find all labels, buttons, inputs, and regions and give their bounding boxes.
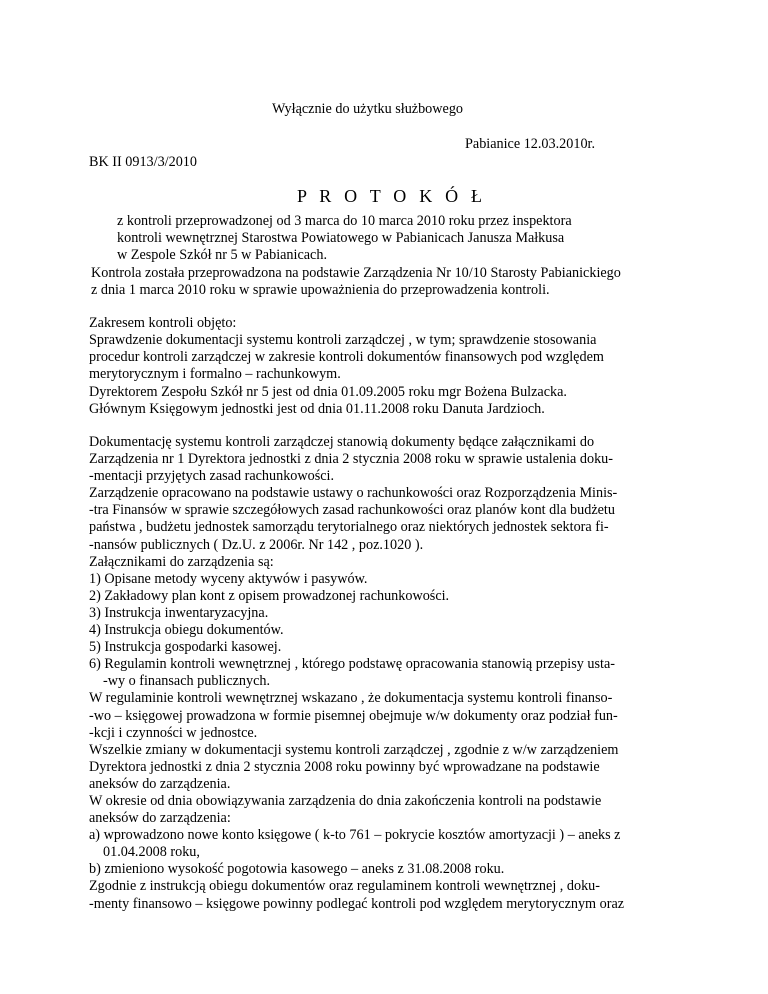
- body-line: państwa , budżetu jednostek samorządu terytorialnego oraz niektórych jednostek sektora fi-: [89, 519, 609, 536]
- list-item: a) wprowadzono nowe konto księgowe ( k-to 761 – pokrycie kosztów amortyzacji ) – aneks z: [89, 827, 621, 844]
- body-line: Wszelkie zmiany w dokumentacji systemu kontroli zarządczej , zgodnie z w/w zarządzeniem: [89, 741, 619, 758]
- body-line: Dokumentację systemu kontroli zarządczej stanowią dokumenty będące załącznikami do: [89, 434, 595, 450]
- scope-line: procedur kontroli zarządczej w zakresie kontroli dokumentów finansowych pod względem: [89, 349, 604, 366]
- list-item: 6) Regulamin kontroli wewnętrznej , którego podstawę opracowania stanowią przepisy usta-: [89, 656, 615, 673]
- body-line: Zarządzenie opracowano na podstawie ustawy o rachunkowości oraz Rozporządzenia Minis-: [89, 485, 618, 502]
- body-line: Zgodnie z instrukcją obiegu dokumentów oraz regulaminem kontroli wewnętrznej , doku-: [89, 878, 600, 895]
- body-line: Zarządzenia nr 1 Dyrektora jednostki z dnia 2 stycznia 2008 roku w sprawie ustalenia doku-: [89, 451, 613, 468]
- scope-line: Sprawdzenie dokumentacji systemu kontroli zarządczej , w tym; sprawdzenie stosowania: [89, 332, 597, 349]
- staff-line: Głównym Księgowym jednostki jest od dnia 01.11.2008 roku Danuta Jardzioch.: [89, 401, 545, 418]
- intro-paragraph: [117, 213, 717, 264]
- internal-use-notice: Wyłącznie do użytku służbowego: [272, 101, 464, 117]
- scope-heading: Zakresem kontroli objęto:: [89, 315, 237, 331]
- list-item: 1) Opisane metody wyceny aktywów i pasywów.: [89, 570, 368, 587]
- scope-line: merytorycznym i formalno – rachunkowym.: [89, 366, 341, 383]
- intro-line: kontroli wewnętrznej Starostwa Powiatowego w Pabianicach Janusza Małkusa: [117, 230, 565, 247]
- basis-line: Kontrola została przeprowadzona na podstawie Zarządzenia Nr 10/10 Starosty Pabianickiego: [91, 265, 621, 281]
- body-line: -menty finansowo – księgowe powinny podlegać kontroli pod względem merytorycznym oraz: [89, 895, 625, 912]
- body-line: aneksów do zarządzenia:: [89, 810, 231, 827]
- list-item: 2) Zakładowy plan kont z opisem prowadzonej rachunkowości.: [89, 587, 450, 604]
- basis-line: z dnia 1 marca 2010 roku w sprawie upoważnienia do przeprowadzenia kontroli.: [91, 282, 550, 299]
- body-line: -nansów publicznych ( Dz.U. z 2006r. Nr 142 , poz.1020 ).: [89, 536, 424, 553]
- body-line: W regulaminie kontroli wewnętrznej wskazano , że dokumentacja systemu kontroli finanso-: [89, 690, 613, 707]
- body-line: aneksów do zarządzenia.: [89, 775, 231, 792]
- list-item-continuation: -wy o finansach publicznych.: [103, 673, 271, 690]
- reference-number: BK II 0913/3/2010: [89, 154, 197, 170]
- place-and-date: Pabianice 12.03.2010r.: [465, 136, 596, 152]
- body-line: -tra Finansów w sprawie szczegółowych zasad rachunkowości oraz planów kont dla budżetu: [89, 502, 615, 519]
- body-line: Załącznikami do zarządzenia są:: [89, 553, 274, 570]
- body-line: -kcji i czynności w jednostce.: [89, 724, 258, 741]
- body-line: -wo – księgowej prowadzona w formie pisemnej obejmuje w/w dokumenty oraz podział fun-: [89, 707, 618, 724]
- list-item: 3) Instrukcja inwentaryzacyjna.: [89, 604, 269, 621]
- body-line: -mentacji przyjętych zasad rachunkowości.: [89, 468, 335, 485]
- scope-paragraph: [89, 315, 689, 383]
- list-item: 4) Instrukcja obiegu dokumentów.: [89, 622, 284, 639]
- list-item-continuation: 01.04.2008 roku,: [103, 844, 200, 861]
- staff-line: Dyrektorem Zespołu Szkół nr 5 jest od dnia 01.09.2005 roku mgr Bożena Bulzacka.: [89, 384, 567, 400]
- list-item: b) zmieniono wysokość pogotowia kasowego – aneks z 31.08.2008 roku.: [89, 861, 505, 878]
- basis-paragraph: [91, 265, 691, 299]
- body-text: [89, 434, 689, 913]
- intro-line: z kontroli przeprowadzonej od 3 marca do 10 marca 2010 roku przez inspektora: [117, 213, 572, 229]
- document-title: P R O T O K Ó Ł: [297, 186, 487, 206]
- body-line: Dyrektora jednostki z dnia 2 stycznia 2008 roku powinny być wprowadzane na podstawie: [89, 758, 600, 775]
- staff-paragraph: [89, 384, 689, 418]
- body-line: W okresie od dnia obowiązywania zarządzenia do dnia zakończenia kontroli na podstawie: [89, 792, 602, 809]
- list-item: 5) Instrukcja gospodarki kasowej.: [89, 639, 282, 656]
- intro-line: w Zespole Szkół nr 5 w Pabianicach.: [117, 247, 327, 264]
